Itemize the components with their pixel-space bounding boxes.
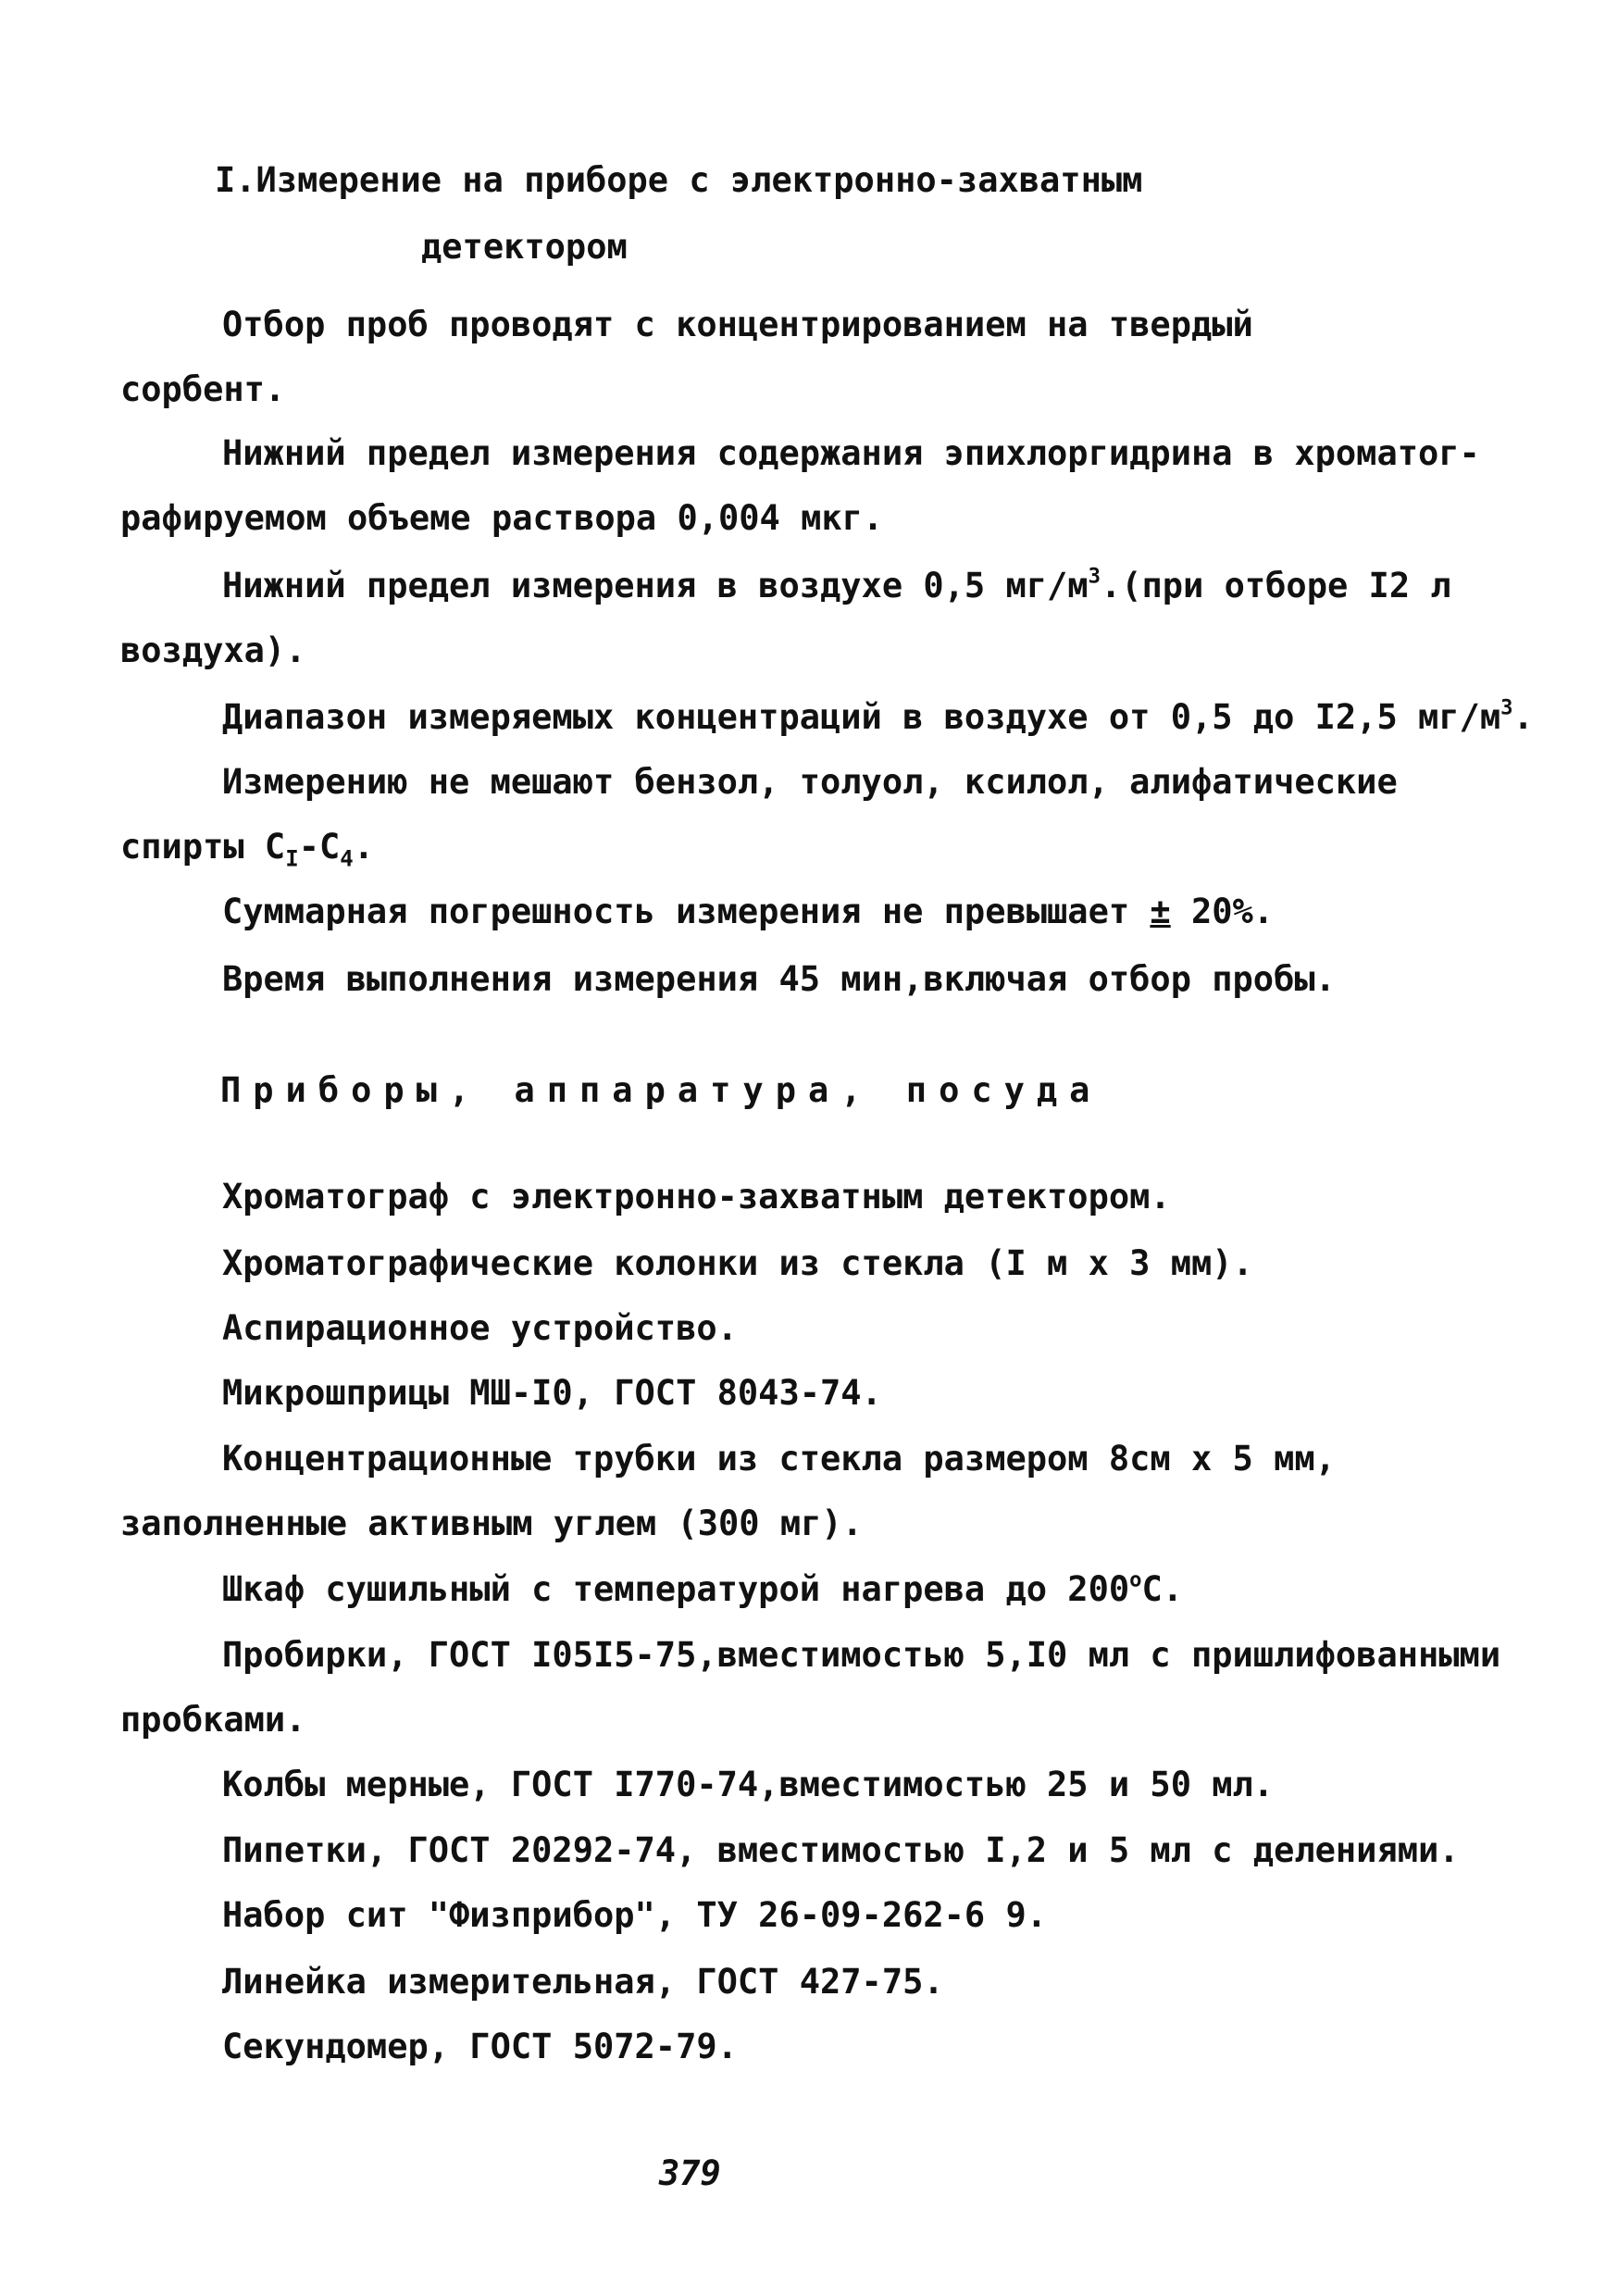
lower-limit-air-2: воздуха).: [120, 630, 306, 670]
equipment-item-2: Хроматографические колонки из стекла (I м х 3 мм).: [222, 1243, 1253, 1283]
equipment-item-11: Линейка измерительная, ГОСТ 427-75.: [222, 1962, 944, 2002]
equipment-item-6: [222, 1568, 1183, 1611]
sampling-text-2: сорбент.: [120, 369, 286, 409]
equipment-item-9: Пипетки, ГОСТ 20292-74, вместимостью I,2 и 5 мл с делениями.: [222, 1830, 1460, 1870]
subscript-4: 4: [340, 845, 354, 872]
equipment-item-8: Колбы мерные, ГОСТ I770-74,вместимостью 25 и 50 мл.: [222, 1765, 1275, 1804]
oven-text: Шкаф сушильный с температурой нагрева до 200: [222, 1569, 1130, 1609]
equipment-item-7a: Пробирки, ГОСТ I05I5-75,вместимостью 5,I0 мл с пришлифованными: [222, 1635, 1501, 1675]
degree-superscript: о: [1129, 1567, 1142, 1592]
section-title: Приборы, аппаратура, посуда: [220, 1070, 1102, 1110]
lower-limit-solution-1: Нижний предел измерения содержания эпихлоргидрина в хроматог-: [222, 433, 1480, 473]
oven-unit: С.: [1141, 1569, 1184, 1609]
no-interference-2: [120, 826, 375, 872]
equipment-item-10: Набор сит "Физприбор", ТУ 26-09-262-6 9.: [222, 1895, 1048, 1935]
alcohols-end: .: [353, 827, 375, 867]
heading-line-1: I.Измерение на приборе с электронно-захватным: [215, 160, 1143, 200]
cubic-superscript: 3: [1088, 564, 1101, 589]
no-interference-1: Измерению не мешают бензол, толуол, ксилол, алифатические: [222, 762, 1398, 802]
lower-limit-solution-2: рафируемом объеме раствора 0,004 мкг.: [120, 498, 884, 538]
error-text: Суммарная погрешность измерения не превышает: [222, 892, 1151, 931]
measurement-duration: Время выполнения измерения 45 мин,включая отбор пробы.: [222, 959, 1336, 999]
total-error: [222, 891, 1274, 933]
plus-minus-sign: ±: [1150, 892, 1171, 931]
lower-limit-air-rest: .(при отборе I2 л: [1100, 566, 1451, 605]
range-text: Диапазон измеряемых концентраций в воздухе от 0,5 до I2,5 мг/м: [222, 697, 1501, 737]
sampling-text-1: Отбор проб проводят с концентрированием на твердый: [222, 305, 1253, 344]
concentration-range: [222, 696, 1534, 739]
subscript-1: I: [285, 845, 299, 872]
equipment-item-5a: Концентрационные трубки из стекла размером 8см х 5 мм,: [222, 1439, 1336, 1479]
range-cubic-superscript: 3: [1500, 695, 1513, 720]
heading-line-2: детектором: [421, 227, 628, 267]
equipment-item-1: Хроматограф с электронно-захватным детектором.: [222, 1177, 1171, 1217]
page-number: 379: [659, 2153, 721, 2193]
alcohols-dash: -С: [298, 827, 341, 867]
equipment-item-4: Микрошприцы МШ-I0, ГОСТ 8043-74.: [222, 1373, 882, 1413]
range-end: .: [1512, 697, 1534, 737]
alcohols-text: спирты С: [120, 827, 286, 867]
equipment-item-12: Секундомер, ГОСТ 5072-79.: [222, 2027, 738, 2066]
lower-limit-air-1: [222, 565, 1451, 607]
error-value: 20%.: [1170, 892, 1275, 931]
equipment-item-5b: заполненные активным углем (300 мг).: [120, 1504, 863, 1543]
equipment-item-7b: пробками.: [120, 1700, 306, 1740]
equipment-item-3: Аспирационное устройство.: [222, 1308, 738, 1348]
lower-limit-air-text: Нижний предел измерения в воздухе 0,5 мг/м: [222, 566, 1089, 605]
